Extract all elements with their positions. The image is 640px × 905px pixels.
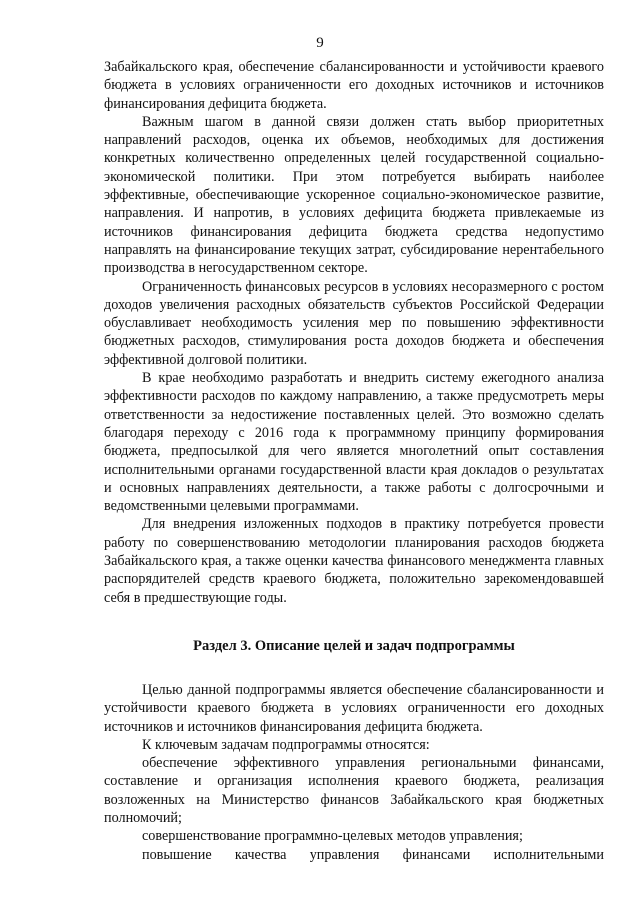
paragraph-limited-resources: Ограниченность финансовых ресурсов в условиях несоразмерного с ростом доходов увеличения расходных обязательств субъектов Российской Федерации обуславливает необходимость усиления мер по повышению эффективности бюджетных расходов, стимулирования роста доходов бюджета и обеспечения эффективной долговой политики. (104, 278, 604, 368)
paragraph-priorities: Важным шагом в данной связи должен стать выбор приоритетных направлений расходов, оценка их объемов, необходимых для достижения конкретных количественно определенных целей государственной социально-экономической политики. При этом потребуется выбирать наиболее эффективные, обеспечивающие ускоренное социально-экономическое развитие, направления. И напротив, в условиях дефицита бюджета привлекаемые из источников финансирования дефицита бюджета средства недопустимо направлять на финансирование текущих затрат, субсидирование нерентабельного производства в негосударственном секторе. (104, 113, 604, 277)
paragraph-analysis-system: В крае необходимо разработать и внедрить систему ежегодного анализа эффективности расходов по каждому направлению, а также предусмотреть меры ответственности за недостижение поставленных целей. Это возможно сделать благодаря переходу с 2016 года к программному принципу формирования бюджета, предпосылкой для чего является многолетний опыт составления исполнительными органами государственной власти края докладов о результатах и основных направлениях деятельности, а также работы с долгосрочными и ведомственными целевыми программами. (104, 370, 604, 515)
task-item-finance-management: обеспечение эффективного управления региональными финансами, составление и организация исполнения краевого бюджета, реализация возложенных на Министерство финансов Забайкальского края бюджетных полномочий; (104, 755, 604, 826)
document-body (104, 58, 604, 864)
task-item-quality-improvement: повышение качества управления финансами исполнительными (142, 846, 604, 863)
paragraph-continuation: Забайкальского края, обеспечение сбалансированности и устойчивости краевого бюджета в условиях ограниченности его доходных источников и источников финансирования дефицита бюджета. (104, 59, 604, 112)
task-item-program-methods: совершенствование программно-целевых методов управления; (142, 828, 523, 845)
section-heading: Раздел 3. Описание целей и задач подпрограммы (193, 637, 515, 654)
paragraph-goal: Целью данной подпрограммы является обеспечение сбалансированности и устойчивости краевого бюджета в условиях ограниченности его доходных источников и источников финансирования дефицита бюджета. (104, 681, 604, 735)
paragraph-methodology: Для внедрения изложенных подходов в практику потребуется провести работу по совершенствованию методологии планирования расходов бюджета Забайкальского края, а также оценки качества финансового менеджмента главных распорядителей средств краевого бюджета, положительно зарекомендовавшей себя в предшествующие годы. (104, 516, 604, 606)
page-number: 9 (316, 35, 324, 51)
paragraph-tasks-intro: К ключевым задачам подпрограммы относятся: (142, 736, 430, 753)
